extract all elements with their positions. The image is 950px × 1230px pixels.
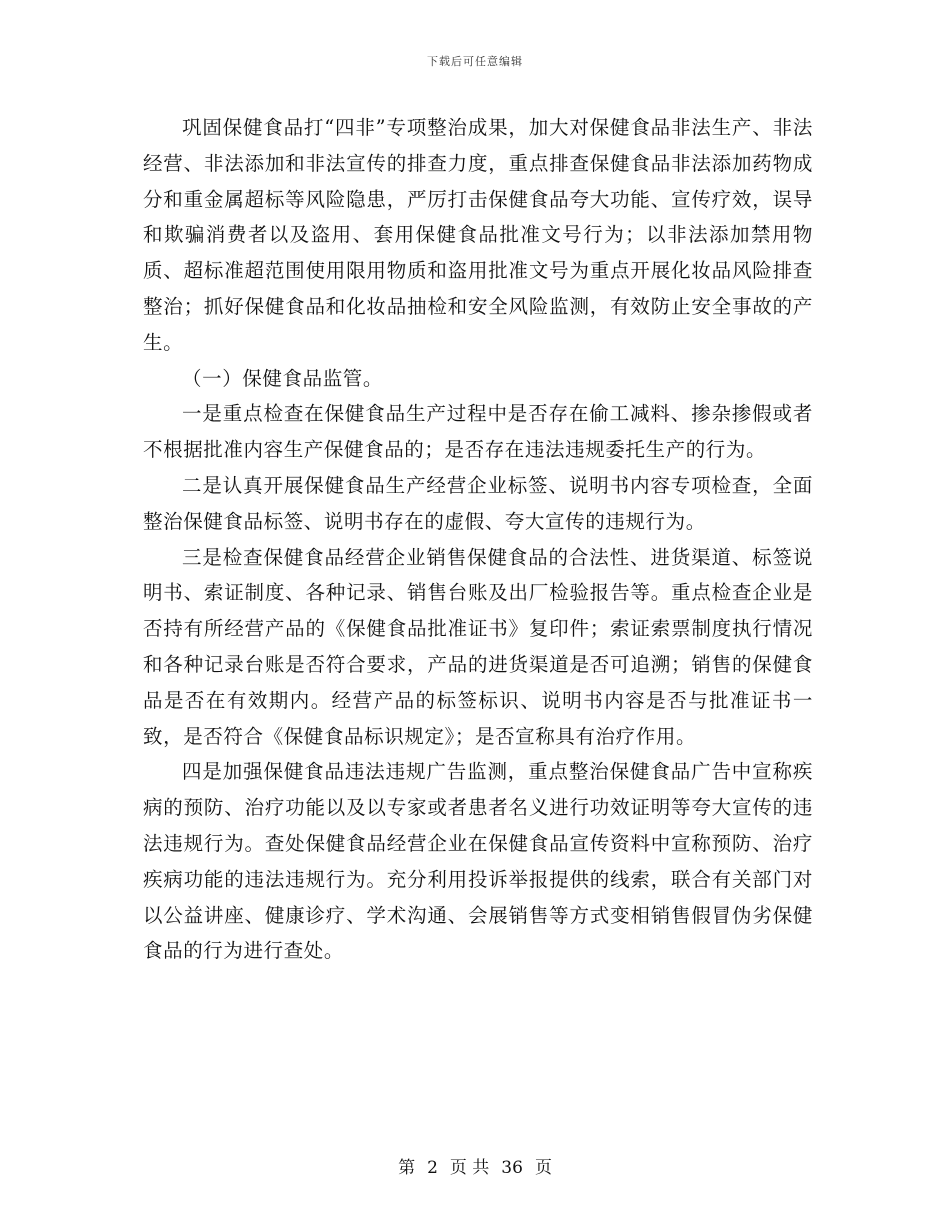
paragraph-item-2: 二是认真开展保健食品生产经营企业标签、说明书内容专项检查，全面整治保健食品标签、说明书存在的虚假、夸大宣传的违规行为。 [143,473,813,533]
total-pages: 36 [501,1158,523,1178]
footer-suffix: 页 [534,1158,552,1178]
footer-middle: 页 共 [449,1158,490,1178]
paragraph-item-1: 一是重点检查在保健食品生产过程中是否存在偷工减料、掺杂掺假或者不根据批准内容生产保健食品的；是否存在违法违规委托生产的行为。 [143,402,813,462]
document-body [143,110,813,969]
footer-prefix: 第 [398,1158,416,1178]
page-footer [0,1153,950,1178]
paragraph-item-4: 四是加强保健食品违法违规广告监测，重点整治保健食品广告中宣称疾病的预防、治疗功能以及以专家或者患者名义进行功效证明等夸大宣传的违法违规行为。查处保健食品经营企业在保健食品宣传资料中宣称预防、治疗疾病功能的违法违规行为。充分利用投诉举报提供的线索，联合有关部门对以公益讲座、健康诊疗、学术沟通、会展销售等方式变相销售假冒伪劣保健食品的行为进行查处。 [143,760,813,963]
page-number: 2 [427,1158,438,1178]
paragraph-item-3: 三是检查保健食品经营企业销售保健食品的合法性、进货渠道、标签说明书、索证制度、各种记录、销售台账及出厂检验报告等。重点检查企业是否持有所经营产品的《保健食品批准证书》复印件；索证索票制度执行情况和各种记录台账是否符合要求，产品的进货渠道是否可追溯；销售的保健食品是否在有效期内。经营产品的标签标识、说明书内容是否与批准证书一致，是否符合《保健食品标识规定》；是否宣称具有治疗作用。 [143,545,813,748]
section-heading: （一）保健食品监管。 [182,366,384,390]
paragraph-intro: 巩固保健食品打“四非”专项整治成果，加大对保健食品非法生产、非法经营、非法添加和非法宣传的排查力度，重点排查保健食品非法添加药物成分和重金属超标等风险隐患，严厉打击保健食品夸大功能、宣传疗效，误导和欺骗消费者以及盗用、套用保健食品批准文号行为；以非法添加禁用物质、超标准超范围使用限用物质和盗用批准文号为重点开展化妆品风险排查整治；抓好保健食品和化妆品抽检和安全风险监测，有效防止安全事故的产生。 [143,116,813,354]
page-header: 下载后可任意编辑 [427,55,523,68]
